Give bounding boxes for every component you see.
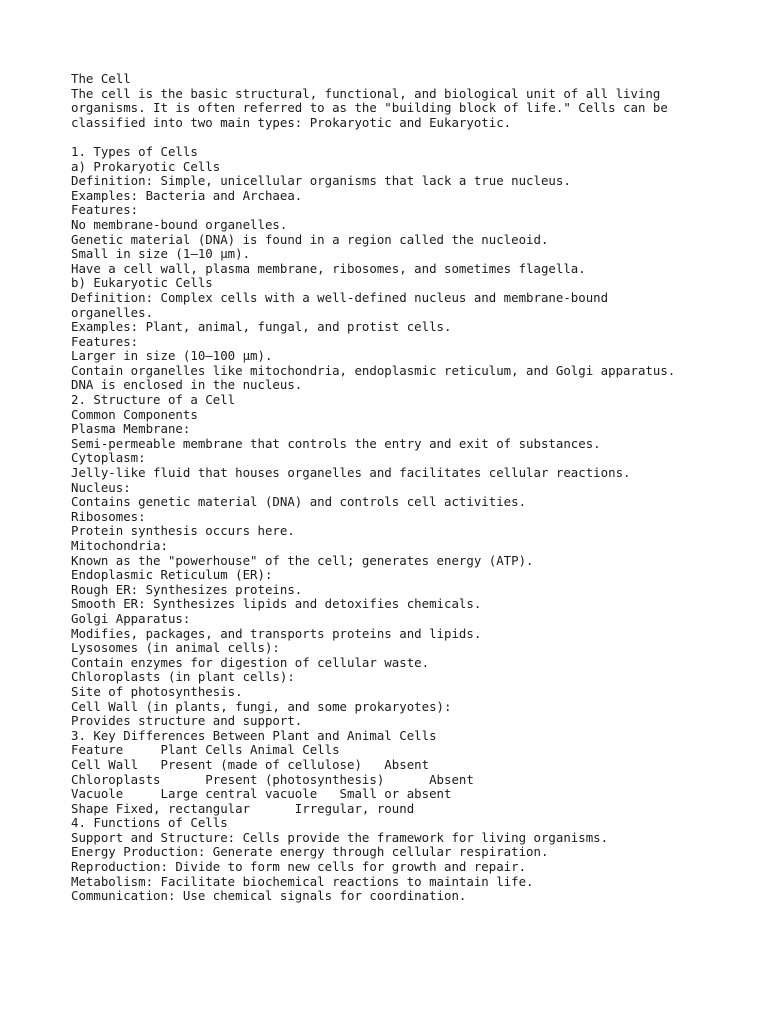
- text-line: Small in size (1–10 µm).: [71, 246, 251, 262]
- text-line: Chloroplasts (in plant cells):: [71, 669, 295, 685]
- text-line: classified into two main types: Prokaryotic and Eukaryotic.: [71, 114, 512, 130]
- text-line: Ribosomes:: [71, 508, 146, 524]
- text-line: Support and Structure: Cells provide the framework for living organisms.: [71, 829, 609, 845]
- text-line: Cytoplasm:: [71, 450, 146, 466]
- text-line: Definition: Complex cells with a well-defined nucleus and membrane-bound: [71, 289, 609, 305]
- text-line: Metabolism: Facilitate biochemical reactions to maintain life.: [71, 873, 534, 889]
- text-line: Cell Wall (in plants, fungi, and some prokaryotes):: [71, 698, 452, 714]
- text-line: Smooth ER: Synthesizes lipids and detoxifies chemicals.: [71, 596, 482, 612]
- text-line: DNA is enclosed in the nucleus.: [71, 377, 303, 393]
- text-line: Plasma Membrane:: [71, 421, 191, 437]
- text-line: Communication: Use chemical signals for coordination.: [71, 888, 467, 904]
- text-line: Jelly-like fluid that houses organelles and facilitates cellular reactions.: [71, 465, 631, 481]
- text-line: Known as the "powerhouse" of the cell; generates energy (ATP).: [71, 552, 534, 568]
- text-line: Modifies, packages, and transports proteins and lipids.: [71, 625, 482, 641]
- text-line: The cell is the basic structural, functional, and biological unit of all living: [71, 85, 661, 101]
- text-line: Contains genetic material (DNA) and controls cell activities.: [71, 494, 527, 510]
- text-line: a) Prokaryotic Cells: [71, 158, 221, 174]
- text-line: Shape Fixed, rectangular Irregular, round: [71, 800, 415, 816]
- text-line: Larger in size (10–100 µm).: [71, 348, 273, 364]
- blank-line: [71, 130, 751, 145]
- text-line: Common Components: [71, 406, 198, 422]
- text-line: The Cell: [71, 71, 131, 86]
- text-line: Golgi Apparatus:: [71, 610, 191, 626]
- text-line: Vacuole Large central vacuole Small or absent: [71, 786, 452, 802]
- text-line: Semi-permeable membrane that controls the entry and exit of substances.: [71, 435, 601, 451]
- text-line: Examples: Plant, animal, fungal, and protist cells.: [71, 319, 452, 335]
- text-line: Energy Production: Generate energy through cellular respiration.: [71, 844, 549, 860]
- text-line: No membrane-bound organelles.: [71, 216, 288, 232]
- text-line: 3. Key Differences Between Plant and Animal Cells: [71, 727, 437, 743]
- text-line: Provides structure and support.: [71, 713, 303, 729]
- text-line: Contain enzymes for digestion of cellular waste.: [71, 654, 430, 670]
- text-line: Have a cell wall, plasma membrane, ribosomes, and sometimes flagella.: [71, 260, 586, 276]
- text-line: organisms. It is often referred to as the "building block of life." Cells can be: [71, 100, 668, 116]
- text-line: 1. Types of Cells: [71, 143, 198, 159]
- text-line: 2. Structure of a Cell: [71, 392, 236, 408]
- text-line: Contain organelles like mitochondria, endoplasmic reticulum, and Golgi apparatus.: [71, 362, 676, 378]
- text-line: b) Eukaryotic Cells: [71, 275, 213, 291]
- text-line: Chloroplasts Present (photosynthesis) Absent: [71, 771, 474, 787]
- text-line: Examples: Bacteria and Archaea.: [71, 187, 303, 203]
- text-line: Nucleus:: [71, 479, 131, 495]
- text-line: Mitochondria:: [71, 538, 168, 553]
- text-line: Site of photosynthesis.: [71, 683, 243, 699]
- text-line: organelles.: [71, 304, 154, 320]
- text-line: Lysosomes (in animal cells):: [71, 640, 280, 656]
- text-line: Features:: [71, 333, 139, 349]
- text-line: Definition: Simple, unicellular organisms that lack a true nucleus.: [71, 173, 571, 189]
- text-line: Rough ER: Synthesizes proteins.: [71, 581, 303, 597]
- text-line: Features:: [71, 202, 139, 218]
- text-line: Feature Plant Cells Animal Cells: [71, 742, 340, 758]
- text-line: Protein synthesis occurs here.: [71, 523, 295, 539]
- document-body: [71, 72, 751, 904]
- text-line: Cell Wall Present (made of cellulose) Absent: [71, 756, 430, 772]
- text-line: Reproduction: Divide to form new cells for growth and repair.: [71, 859, 527, 875]
- text-line: Genetic material (DNA) is found in a region called the nucleoid.: [71, 231, 549, 247]
- text-line: Endoplasmic Reticulum (ER):: [71, 567, 273, 583]
- text-line: 4. Functions of Cells: [71, 815, 228, 831]
